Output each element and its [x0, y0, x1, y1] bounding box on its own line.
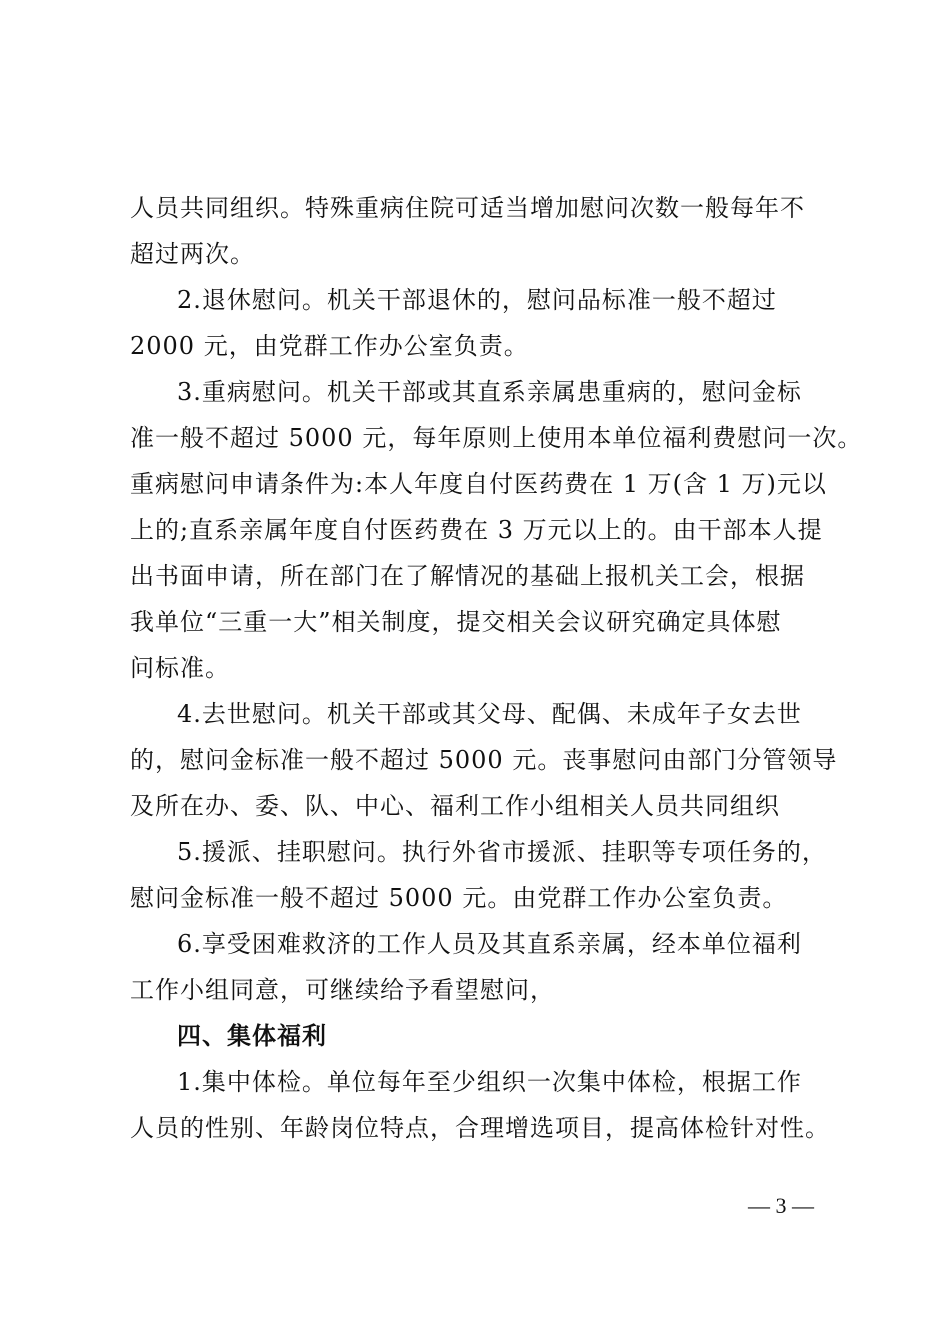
section-heading-collective-welfare: 四、集体福利	[177, 1022, 327, 1050]
body-text-line: 慰问金标准一般不超过 5000 元。由党群工作办公室负责。	[130, 884, 788, 912]
body-text-line: 重病慰问申请条件为:本人年度自付医药费在 1 万(含 1 万)元以	[130, 470, 827, 498]
body-text-line: 超过两次。	[130, 240, 255, 268]
body-text-line: 上的;直系亲属年度自付医药费在 3 万元以上的。由干部本人提	[130, 516, 823, 544]
paragraph-health-check: 1.集中体检。单位每年至少组织一次集中体检，根据工作	[177, 1068, 802, 1096]
body-text-line: 准一般不超过 5000 元，每年原则上使用本单位福利费慰问一次。	[130, 424, 863, 452]
paragraph-death-condolence: 4.去世慰问。机关干部或其父母、配偶、未成年子女去世	[177, 700, 802, 728]
body-text-line: 人员共同组织。特殊重病住院可适当增加慰问次数一般每年不	[130, 194, 805, 222]
body-text-line: 的，慰问金标准一般不超过 5000 元。丧事慰问由部门分管领导	[130, 746, 838, 774]
body-text-line: 我单位“三重一大”相关制度，提交相关会议研究确定具体慰	[130, 608, 782, 636]
page-number: — 3 —	[748, 1193, 814, 1218]
paragraph-retirement-condolence: 2.退休慰问。机关干部退休的，慰问品标准一般不超过	[177, 286, 777, 314]
paragraph-serious-illness-condolence: 3.重病慰问。机关干部或其直系亲属患重病的，慰问金标	[177, 378, 802, 406]
paragraph-assignment-condolence: 5.援派、挂职慰问。执行外省市援派、挂职等专项任务的，	[177, 838, 827, 866]
paragraph-hardship-relief: 6.享受困难救济的工作人员及其直系亲属，经本单位福利	[177, 930, 802, 958]
body-text-line: 出书面申请，所在部门在了解情况的基础上报机关工会，根据	[130, 562, 805, 590]
body-text-line: 工作小组同意，可继续给予看望慰问，	[130, 976, 555, 1004]
body-text-line: 问标准。	[130, 654, 230, 682]
body-text-line: 人员的性别、年龄岗位特点，合理增选项目，提高体检针对性。	[130, 1114, 830, 1142]
body-text-line: 及所在办、委、队、中心、福利工作小组相关人员共同组织	[130, 792, 780, 820]
body-text-line: 2000 元，由党群工作办公室负责。	[130, 332, 529, 360]
